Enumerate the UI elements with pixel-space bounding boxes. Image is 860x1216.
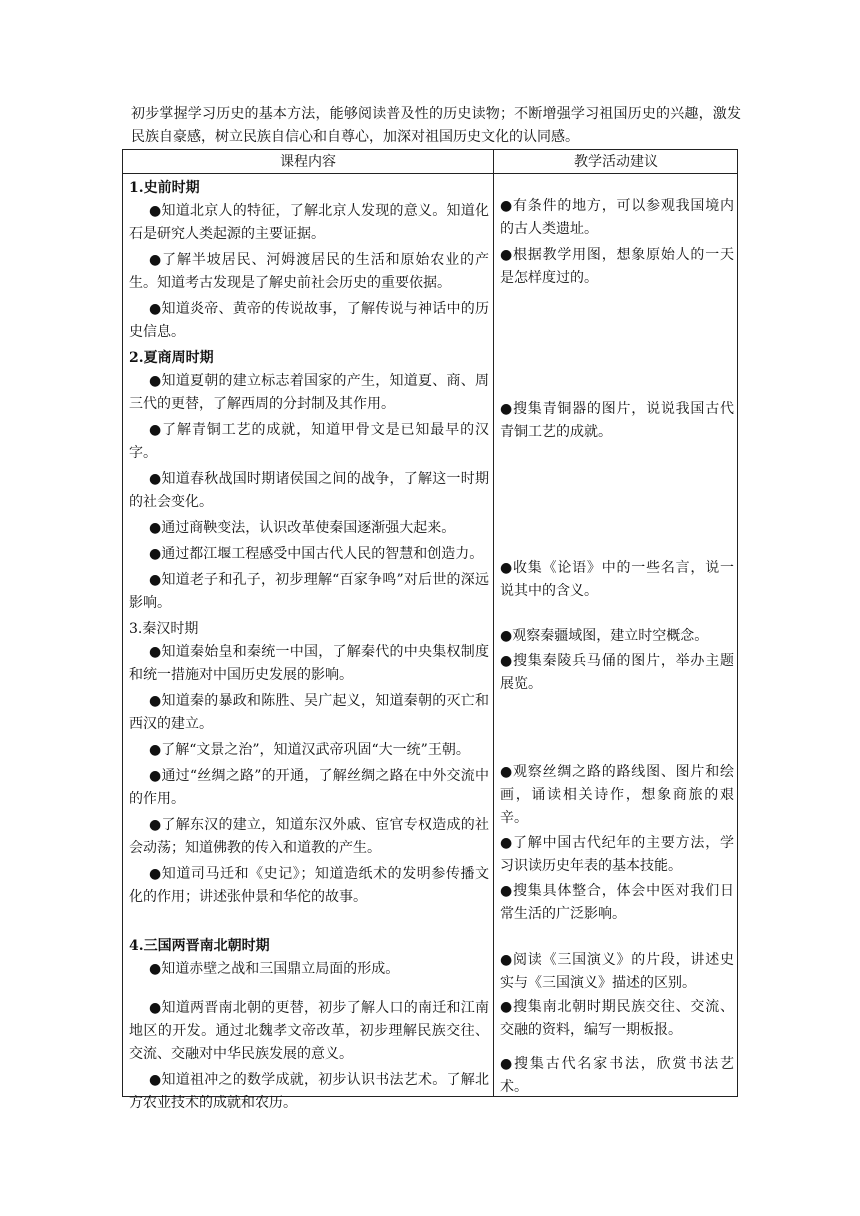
activity-item: ●观察秦疆域图，建立时空概念。 (500, 628, 709, 644)
activity-item: ●搜集南北朝时期民族交往、交流、交融的资料，编写一期板报。 (500, 999, 734, 1038)
content-item: ●通过“丝绸之路”的开通，了解丝绸之路在中外交流中的作用。 (129, 768, 489, 807)
activity-item: ●搜集具体整合，体会中医对我们日常生活的广泛影响。 (500, 883, 734, 922)
content-item: ●知道春秋战国时期诸侯国之间的战争，了解这一时期的社会变化。 (129, 471, 489, 510)
activity-item: ●根据教学用图，想象原始人的一天是怎样度过的。 (500, 247, 734, 286)
content-item: ●了解“文景之治”，知道汉武帝巩固“大一统”王朝。 (149, 742, 470, 758)
content-item: ●知道炎帝、黄帝的传说故事，了解传说与神话中的历史信息。 (129, 301, 489, 340)
content-item: ●知道秦始皇和秦统一中国，了解秦代的中央集权制度和统一措施对中国历史发展的影响。 (129, 644, 489, 683)
period-title: 2.夏商周时期 (129, 350, 214, 366)
period-title: 1.史前时期 (129, 180, 200, 196)
content-item: ●知道赤壁之战和三国鼎立局面的形成。 (149, 961, 400, 977)
header-activities: 教学活动建议 (574, 154, 658, 170)
activity-item: ●有条件的地方，可以参观我国境内的古人类遗址。 (500, 198, 734, 237)
header-content: 课程内容 (280, 154, 336, 170)
content-item: ●了解半坡居民、河姆渡居民的生活和原始农业的产生。知道考古发现是了解史前社会历史的重要依据。 (129, 252, 489, 291)
table-header-row (123, 150, 737, 174)
activity-item: ●收集《论语》中的一些名言，说一说其中的含义。 (500, 560, 734, 599)
activity-item: ●搜集秦陵兵马俑的图片，举办主题展览。 (500, 653, 734, 692)
content-item: ●了解青铜工艺的成就，知道甲骨文是已知最早的汉字。 (129, 422, 489, 461)
activity-item: ●观察丝绸之路的路线图、图片和绘画，诵读相关诗作，想象商旅的艰辛。 (500, 764, 734, 826)
content-item: ●通过商鞅变法，认识改革使秦国逐渐强大起来。 (149, 520, 456, 536)
content-item: ●知道祖冲之的数学成就，初步认识书法艺术。了解北方农业技术的成就和农历。 (129, 1072, 489, 1111)
activity-item: ●阅读《三国演义》的片段，讲述史实与《三国演义》描述的区别。 (500, 952, 734, 991)
content-item: ●知道北京人的特征，了解北京人发现的意义。知道化石是研究人类起源的主要证据。 (129, 203, 489, 242)
content-item: ●知道夏朝的建立标志着国家的产生，知道夏、商、周三代的更替，了解西周的分封制及其作用。 (129, 373, 489, 412)
content-item: ●通过都江堰工程感受中国古代人民的智慧和创造力。 (149, 546, 484, 562)
content-item: ●知道秦的暴政和陈胜、吴广起义，知道秦朝的灭亡和西汉的建立。 (129, 693, 489, 732)
activity-item: ●了解中国古代纪年的主要方法，学习识读历史年表的基本技能。 (500, 835, 734, 874)
activity-item: ●搜集古代名家书法，欣赏书法艺术。 (500, 1056, 734, 1095)
content-item: ●知道司马迁和《史记》；知道造纸术的发明参传播文化的作用；讲述张仲景和华佗的故事。 (129, 866, 489, 905)
content-item: ●知道两晋南北朝的更替，初步了解人口的南迁和江南地区的开发。通过北魏孝文帝改革，初步理解民族交往、交流、交融对中华民族发展的意义。 (129, 1000, 489, 1062)
column-divider (493, 150, 494, 1096)
content-item: ●了解东汉的建立，知道东汉外戚、宦官专权造成的社会动荡；知道佛教的传入和道教的产生。 (129, 817, 489, 856)
content-column (129, 177, 489, 1118)
period-title: 4.三国两晋南北朝时期 (129, 938, 270, 954)
intro-paragraph: 初步掌握学习历史的基本方法，能够阅读普及性的历史读物；不断增强学习祖国历史的兴趣，激发民族自豪感，树立民族自信心和自尊心，加深对祖国历史文化的认同感。 (131, 106, 741, 145)
curriculum-table (122, 149, 738, 1111)
content-item: ●知道老子和孔子，初步理解“百家争鸣”对后世的深远影响。 (129, 572, 489, 611)
period-title: 3.秦汉时期 (129, 621, 199, 637)
activity-item: ●搜集青铜器的图片，说说我国古代青铜工艺的成就。 (500, 401, 734, 440)
